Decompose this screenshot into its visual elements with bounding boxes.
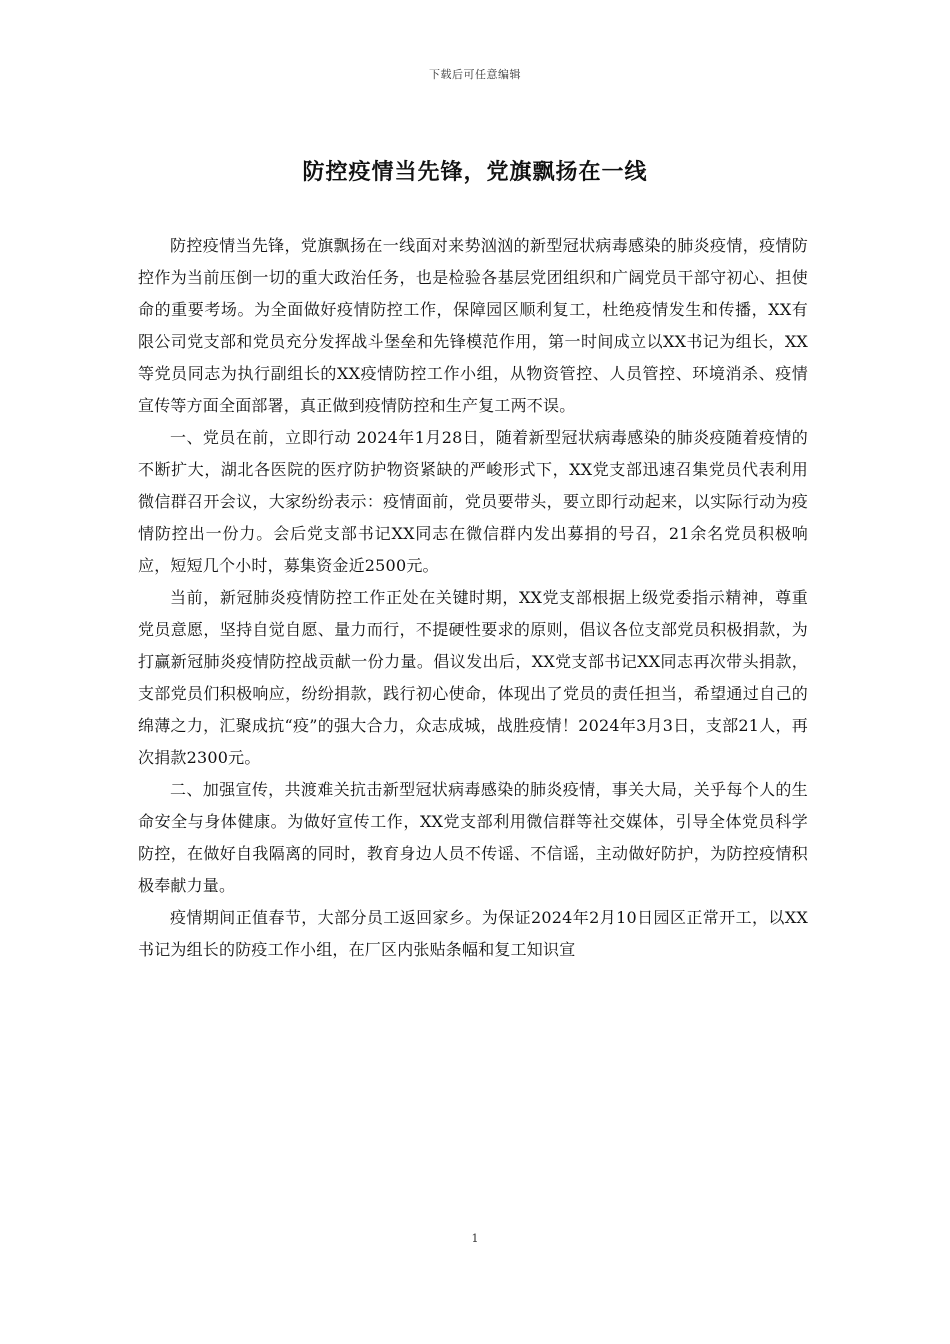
- document-title: 防控疫情当先锋，党旗飘扬在一线: [302, 159, 648, 185]
- paragraph-section-2: 二、加强宣传，共渡难关抗击新型冠状病毒感染的肺炎疫情，事关大局，关乎每个人的生命安全与身体健康。为做好宣传工作，XX党支部利用微信群等社交媒体，引导全体党员科学防控，在做好自我隔离的同时，教育身边人员不传谣、不信谣，主动做好防护，为防控疫情积极奉献力量。: [138, 780, 808, 895]
- paragraph-donation: 当前，新冠肺炎疫情防控工作正处在关键时期，XX党支部根据上级党委指示精神，尊重党员意愿，坚持自觉自愿、量力而行，不提硬性要求的原则，倡议各位支部党员积极捐款，为打赢新冠肺炎疫情防控战贡献一份力量。倡议发出后，XX党支部书记XX同志再次带头捐款，支部党员们积极响应，纷纷捐款，践行初心使命，体现出了党员的责任担当，希望通过自己的绵薄之力，汇聚成抗“疫”的强大合力，众志成城，战胜疫情！2024年3月3日，支部21人，再次捐款2300元。: [138, 588, 808, 767]
- header-note: 下载后可任意编辑: [429, 68, 521, 81]
- paragraph-reopening: 疫情期间正值春节，大部分员工返回家乡。为保证2024年2月10日园区正常开工，以XX书记为组长的防疫工作小组，在厂区内张贴条幅和复工知识宣: [138, 908, 808, 959]
- paragraph-section-1: 一、党员在前，立即行动 2024年1月28日，随着新型冠状病毒感染的肺炎疫随着疫情的不断扩大，湖北各医院的医疗防护物资紧缺的严峻形式下，XX党支部迅速召集党员代表利用微信群召开会议，大家纷纷表示：疫情面前，党员要带头，要立即行动起来，以实际行动为疫情防控出一份力。会后党支部书记XX同志在微信群内发出募捐的号召，21余名党员积极响应，短短几个小时，募集资金近2500元。: [138, 428, 808, 575]
- paragraph-intro: 防控疫情当先锋，党旗飘扬在一线面对来势汹汹的新型冠状病毒感染的肺炎疫情，疫情防控作为当前压倒一切的重大政治任务，也是检验各基层党团组织和广阔党员干部守初心、担使命的重要考场。为全面做好疫情防控工作，保障园区顺利复工，杜绝疫情发生和传播，XX有限公司党支部和党员充分发挥战斗堡垒和先锋模范作用，第一时间成立以XX书记为组长，XX等党员同志为执行副组长的XX疫情防控工作小组，从物资管控、人员管控、环境消杀、疫情宣传等方面全面部署，真正做到疫情防控和生产复工两不误。: [138, 236, 808, 415]
- page-number: 1: [471, 1232, 479, 1245]
- document-body: [138, 230, 808, 966]
